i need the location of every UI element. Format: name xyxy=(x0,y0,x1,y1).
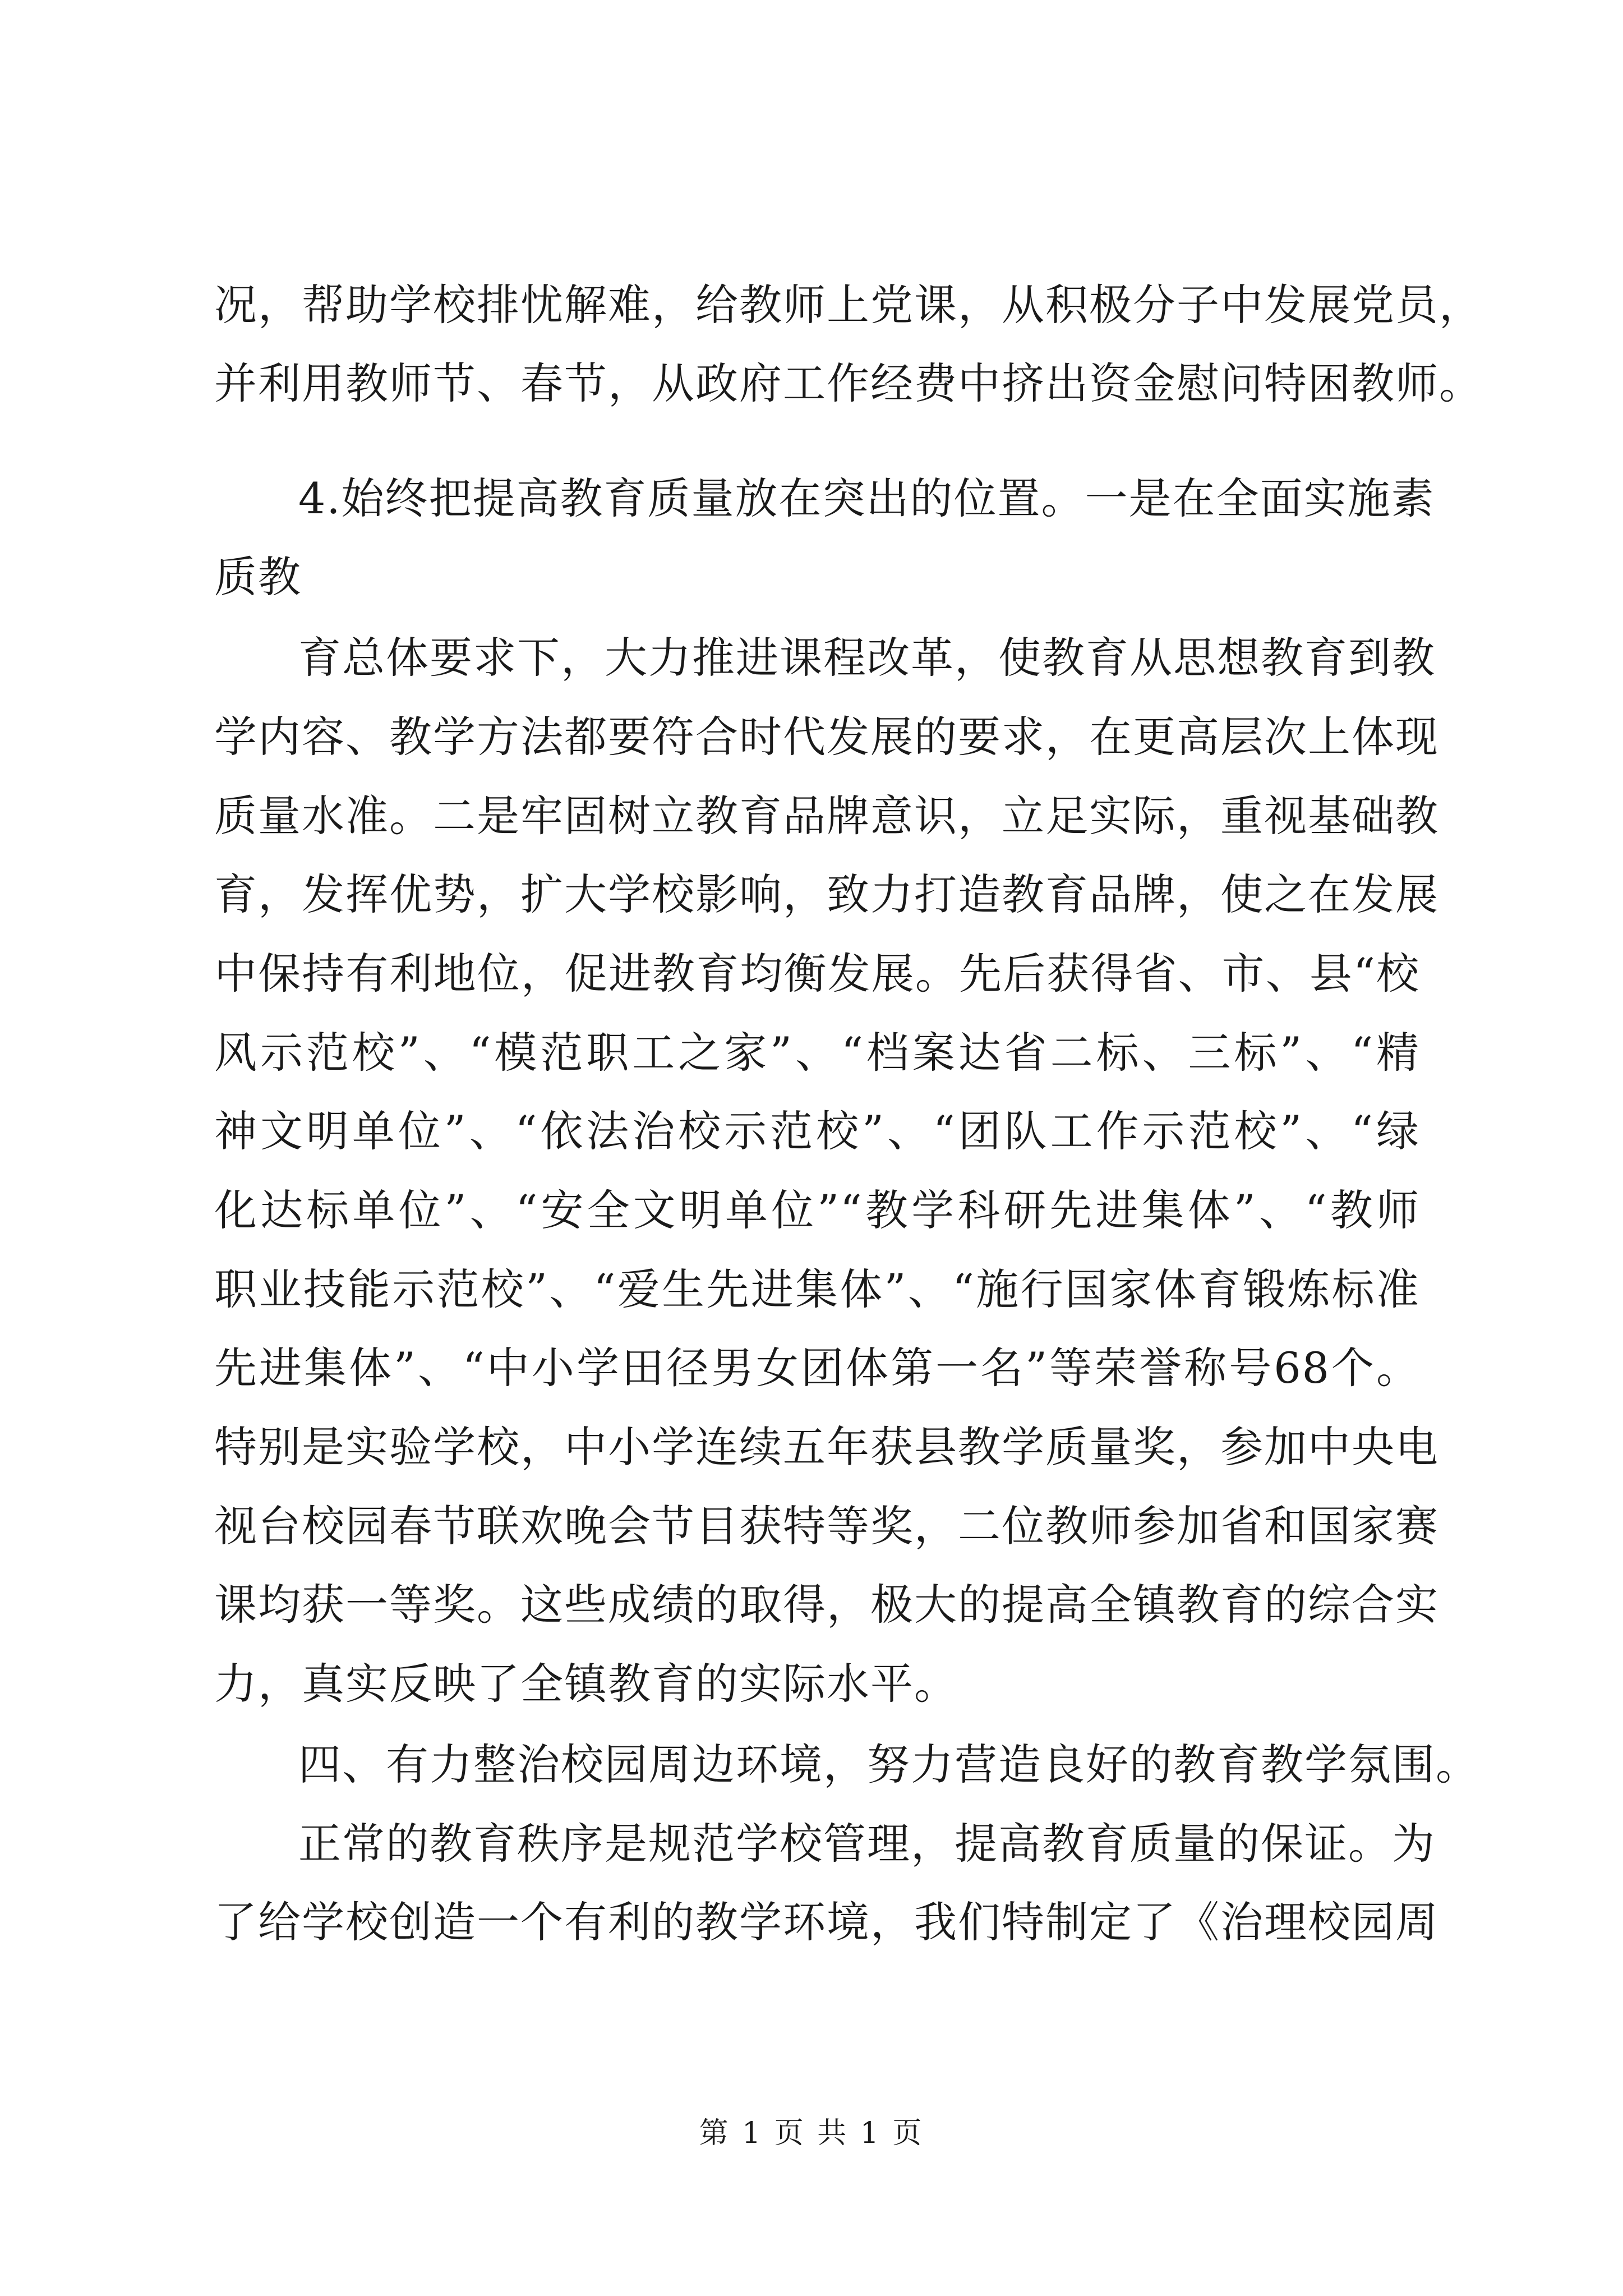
text-line: 学内容、教学方法都要符合时代发展的要求，在更高层次上体现 xyxy=(214,712,1439,762)
text-line: 中保持有利地位，促进教育均衡发展。先后获得省、市、县“校 xyxy=(214,949,1420,999)
text-line: 育总体要求下，大力推进课程改革，使教育从思想教育到教 xyxy=(298,633,1436,683)
text-line: 先进集体”、“中小学田径男女团体第一名”等荣誉称号68个。 xyxy=(214,1343,1420,1393)
text-line: 职业技能示范校”、“爱生先进集体”、“施行国家体育锻炼标准 xyxy=(214,1264,1420,1314)
text-line: 并利用教师节、春节，从政府工作经费中挤出资金慰问特困教师。 xyxy=(214,358,1483,408)
page-number-footer: 第 1 页 共 1 页 xyxy=(699,2116,924,2150)
text-line: 四、有力整治校园周边环境，努力营造良好的教育教学氛围。 xyxy=(298,1740,1479,1789)
text-line: 神文明单位”、“依法治校示范校”、“团队工作示范校”、“绿 xyxy=(214,1106,1420,1156)
text-line: 特别是实验学校，中小学连续五年获县教学质量奖，参加中央电 xyxy=(214,1422,1439,1472)
text-line: 4.始终把提高教育质量放在突出的位置。一是在全面实施素 xyxy=(298,473,1435,523)
text-line: 正常的教育秩序是规范学校管理，提高教育质量的保证。为 xyxy=(298,1819,1436,1869)
text-line: 风示范校”、“模范职工之家”、“档案达省二标、三标”、“精 xyxy=(214,1028,1420,1078)
text-line: 况，帮助学校排忧解难，给教师上党课，从积极分子中发展党员， xyxy=(214,280,1483,330)
text-line: 力，真实反映了全镇教育的实际水平。 xyxy=(214,1659,958,1709)
text-line: 了给学校创造一个有利的教学环境，我们特制定了《治理校园周 xyxy=(214,1897,1439,1947)
text-line: 育，发挥优势，扩大学校影响，致力打造教育品牌，使之在发展 xyxy=(214,869,1439,919)
text-line: 化达标单位”、“安全文明单位”“教学科研先进集体”、“教师 xyxy=(214,1185,1420,1235)
text-line: 质量水准。二是牢固树立教育品牌意识，立足实际，重视基础教 xyxy=(214,791,1439,841)
text-line: 视台校园春节联欢晚会节目获特等奖，二位教师参加省和国家赛 xyxy=(214,1501,1439,1551)
text-line: 质教 xyxy=(214,552,302,602)
text-line: 课均获一等奖。这些成绩的取得，极大的提高全镇教育的综合实 xyxy=(214,1580,1439,1630)
